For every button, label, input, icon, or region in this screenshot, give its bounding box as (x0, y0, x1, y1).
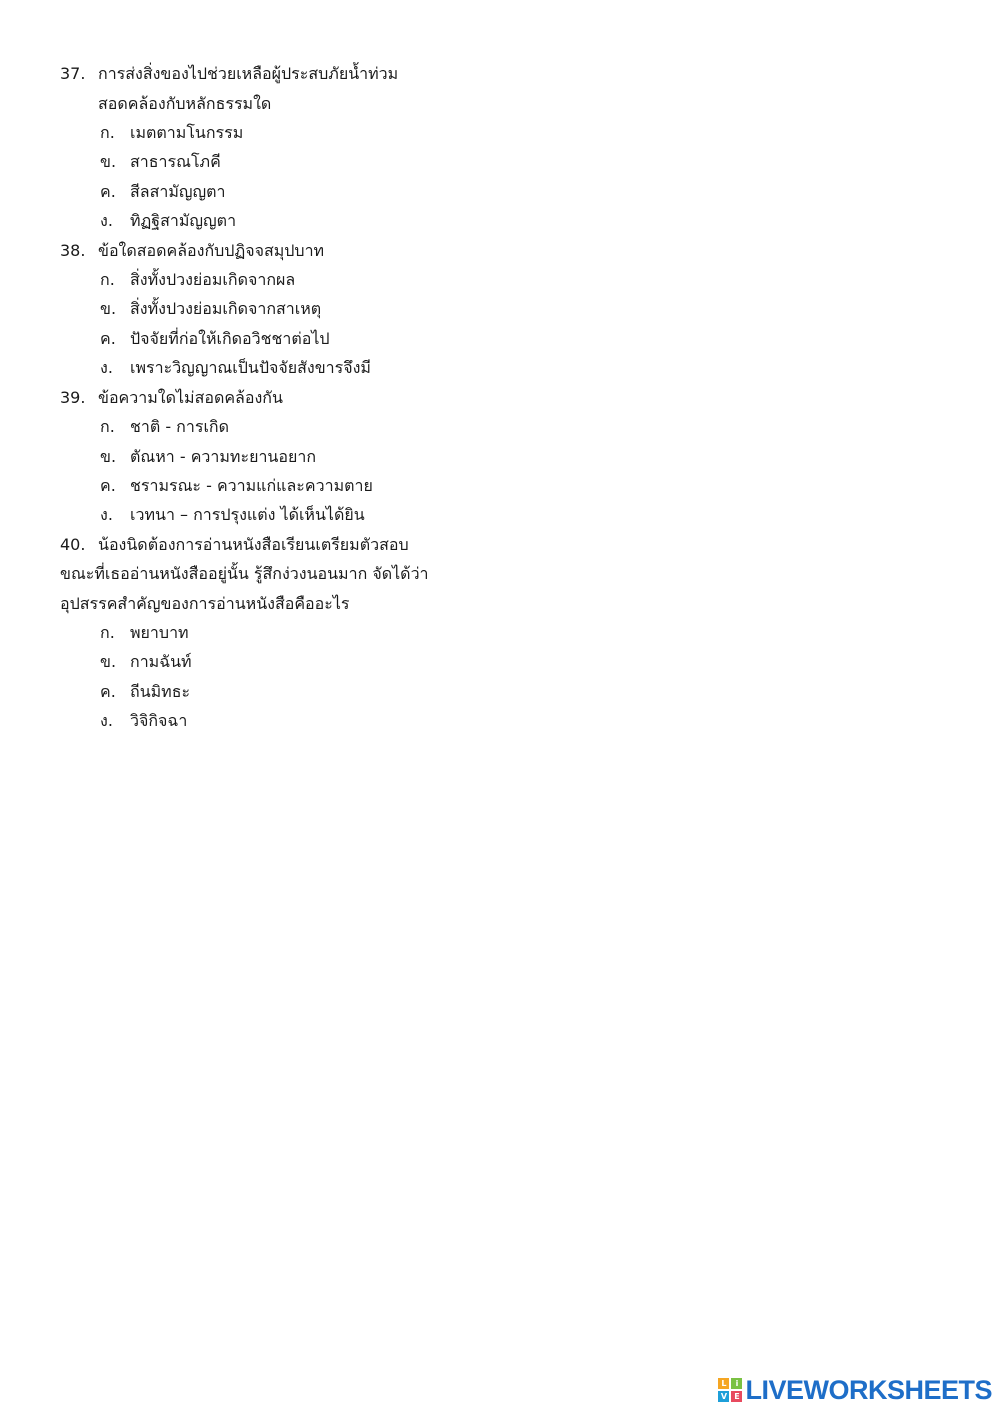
choice-letter: ค. (100, 329, 116, 348)
question-37-line-1 (60, 63, 398, 85)
choice-text: เวทนา – การปรุงแต่ง ได้เห็นได้ยิน (130, 505, 365, 524)
choice-item[interactable] (100, 622, 189, 644)
choice-letter: ข. (100, 299, 117, 318)
question-number: 37. (60, 64, 86, 83)
choice-text: ชรามรณะ - ความแก่และความตาย (130, 476, 373, 495)
logo-block: E (731, 1391, 742, 1402)
choice-item[interactable] (100, 446, 316, 468)
logo-block: V (718, 1391, 729, 1402)
choice-item[interactable] (100, 710, 187, 732)
choice-letter: ข. (100, 447, 117, 466)
choice-text: สิ่งทั้งปวงย่อมเกิดจากสาเหตุ (130, 299, 322, 318)
question-39-line-1 (60, 387, 283, 409)
choice-letter: ก. (100, 623, 115, 642)
question-text: สอดคล้องกับหลักธรรมใด (98, 94, 272, 113)
question-37-line-2 (98, 93, 271, 115)
choice-letter: ข. (100, 152, 117, 171)
choice-text: เมตตามโนกรรม (130, 123, 244, 142)
logo-icon (718, 1378, 742, 1402)
question-text: ข้อใดสอดคล้องกับปฏิจจสมุปบาท (98, 241, 325, 260)
choice-item[interactable] (100, 357, 371, 379)
choice-letter: ก. (100, 270, 115, 289)
choice-item[interactable] (100, 269, 295, 291)
choice-text: สาธารณโภคี (130, 152, 221, 171)
logo-block: L (718, 1378, 729, 1389)
question-40-line-1 (60, 534, 409, 556)
choice-letter: ข. (100, 652, 117, 671)
choice-letter: ง. (100, 711, 113, 730)
choice-text: สีลสามัญญตา (130, 182, 226, 201)
liveworksheets-logo[interactable] (718, 1373, 992, 1407)
question-text: อุปสรรคสำคัญของการอ่านหนังสือคืออะไร (60, 594, 350, 613)
choice-text: ปัจจัยที่ก่อให้เกิดอวิชชาต่อไป (130, 329, 330, 348)
choice-item[interactable] (100, 475, 373, 497)
choice-text: ทิฏฐิสามัญญตา (130, 211, 237, 230)
question-40-line-2 (60, 563, 429, 585)
question-text: ขณะที่เธออ่านหนังสืออยู่นั้น รู้สึกง่วงนอนมาก จัดได้ว่า (60, 564, 429, 583)
choice-letter: ค. (100, 682, 116, 701)
choice-item[interactable] (100, 298, 321, 320)
choice-text: กามฉันท์ (130, 652, 192, 671)
question-text: การส่งสิ่งของไปช่วยเหลือผู้ประสบภัยน้ำท่วม (98, 64, 399, 83)
question-text: ข้อความใดไม่สอดคล้องกัน (98, 388, 283, 407)
question-40-line-3 (60, 593, 350, 615)
question-number: 40. (60, 535, 86, 554)
choice-letter: ค. (100, 182, 116, 201)
choice-item[interactable] (100, 504, 365, 526)
choice-text: ชาติ - การเกิด (130, 417, 229, 436)
choice-item[interactable] (100, 416, 229, 438)
choice-letter: ง. (100, 505, 113, 524)
choice-letter: ก. (100, 417, 115, 436)
choice-text: ตัณหา - ความทะยานอยาก (130, 447, 317, 466)
choice-letter: ค. (100, 476, 116, 495)
choice-item[interactable] (100, 181, 226, 203)
choice-text: ถีนมิทธะ (130, 682, 191, 701)
question-38-line-1 (60, 240, 324, 262)
choice-item[interactable] (100, 328, 330, 350)
logo-text: LIVEWORKSHEETS (745, 1374, 992, 1405)
choice-letter: ง. (100, 211, 113, 230)
choice-letter: ก. (100, 123, 115, 142)
choice-text: สิ่งทั้งปวงย่อมเกิดจากผล (130, 270, 296, 289)
choice-item[interactable] (100, 210, 236, 232)
choice-text: เพราะวิญญาณเป็นปัจจัยสังขารจึงมี (130, 358, 371, 377)
question-number: 39. (60, 388, 86, 407)
choice-item[interactable] (100, 151, 221, 173)
choice-text: พยาบาท (130, 623, 189, 642)
choice-item[interactable] (100, 122, 243, 144)
question-text: น้องนิดต้องการอ่านหนังสือเรียนเตรียมตัวสอบ (98, 535, 409, 554)
question-number: 38. (60, 241, 86, 260)
logo-block: i (731, 1378, 742, 1389)
choice-text: วิจิกิจฉา (130, 711, 188, 730)
choice-item[interactable] (100, 651, 192, 673)
choice-item[interactable] (100, 681, 190, 703)
choice-letter: ง. (100, 358, 113, 377)
